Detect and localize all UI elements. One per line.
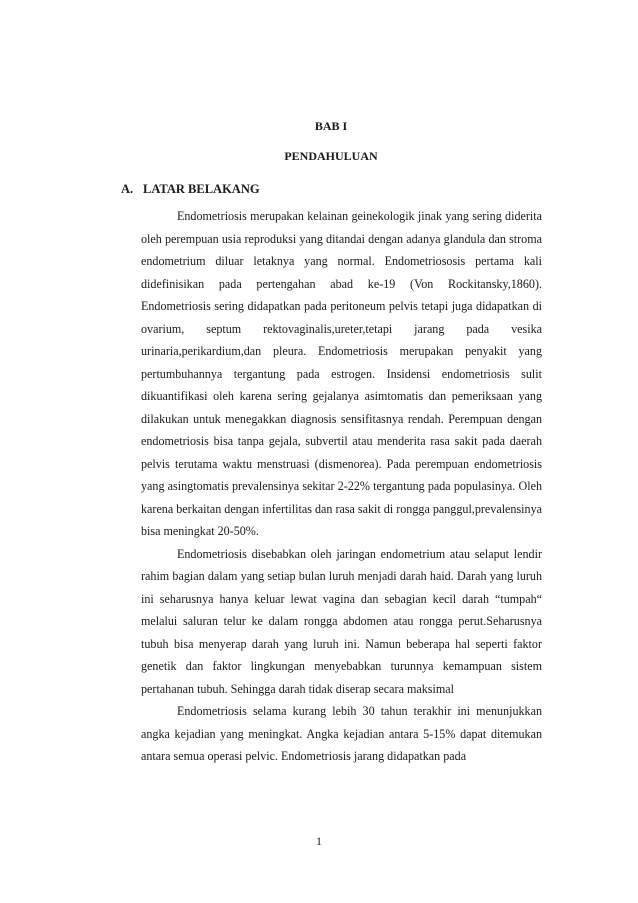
paragraph-2: Endometriosis disebabkan oleh jaringan endometrium atau selaput lendir rahim bagian dalam yang setiap bulan luruh menjadi darah haid. Darah yang luruh ini seharusnya hanya keluar lewat vagina dan sebagian kecil darah “tumpah“ melalui saluran telur ke dalam rongga abdomen atau rongga perut.Seharusnya tubuh bisa menyerap darah yang luruh ini. Namun beberapa hal seperti faktor genetik dan faktor lingkungan menyebabkan turunnya kemampuan sistem pertahanan tubuh. Sehingga darah tidak diserap secara maksimal — [141, 546, 542, 696]
body-text — [141, 205, 542, 768]
section-letter: A. — [121, 182, 134, 196]
section-heading — [121, 182, 260, 196]
chapter-title: PENDAHULUAN — [284, 149, 378, 163]
section-title: LATAR BELAKANG — [143, 182, 260, 196]
page-number: 1 — [316, 834, 322, 848]
paragraph-3: Endometriosis selama kurang lebih 30 tahun terakhir ini menunjukkan angka kejadian yang meningkat. Angka kejadian antara 5-15% dapat ditemukan antara semua operasi pelvic. Endometriosis jarang didapatkan pada — [141, 704, 542, 763]
chapter-number: BAB I — [314, 119, 348, 133]
paragraph-1: Endometriosis merupakan kelainan geinekologik jinak yang sering diderita oleh perempuan usia reproduksi yang ditandai dengan adanya glandula dan stroma endometrium diluar letaknya yang normal. Endometriososis pertama kali didefinisikan pada pertengahan abad ke-19 (Von Rockitansky,1860). Endometriosis sering didapatkan pada peritoneum pelvis tetapi juga didapatkan di ovarium, septum rektovaginalis,ureter,tetapi jarang pada vesika urinaria,perikardium,dan pleura. Endometriosis merupakan penyakit yang pertumbuhannya tergantung pada estrogen. Insidensi endometriosis sulit dikuantifikasi oleh karena sering gejalanya asimtomatis dan pemeriksaan yang dilakukan untuk menegakkan diagnosis sensifitasnya rendah. Perempuan dengan endometriosis bisa tanpa gejala, subvertil atau menderita rasa sakit pada daerah pelvis terutama waktu menstruasi (dismenorea). Pada perempuan endometriosis yang asingtomatis prevalensinya sekitar 2-22% tergantung pada populasinya. Oleh karena berkaitan dengan infertilitas dan rasa sakit di rongga panggul,prevalensinya bisa meningkat 20-50%. — [141, 209, 542, 538]
